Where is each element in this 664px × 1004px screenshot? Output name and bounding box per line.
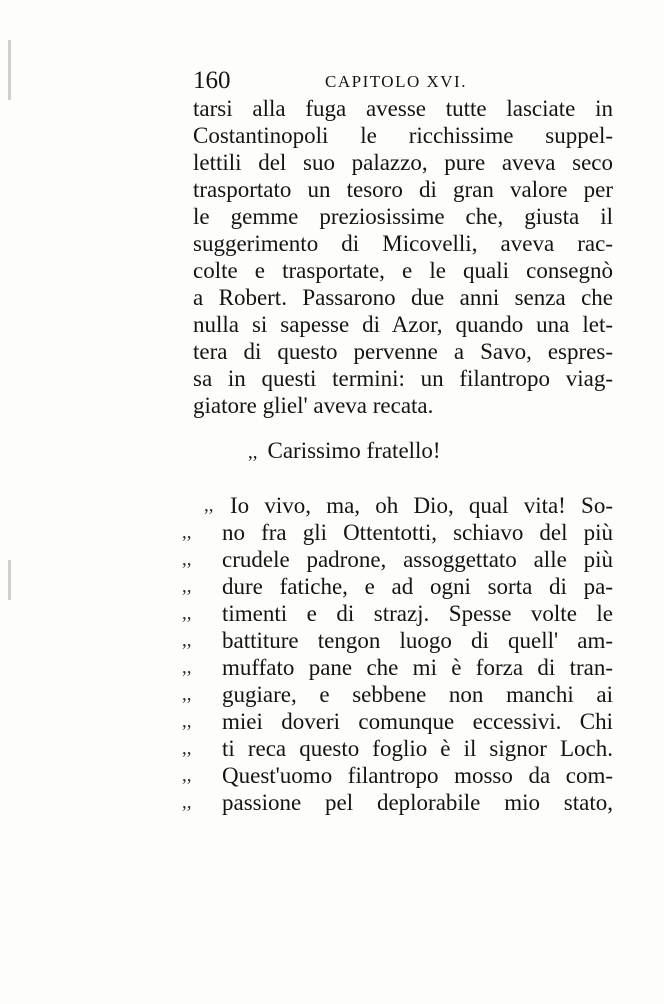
quote-mark: ,, [182, 576, 192, 597]
text-line: nulla si sapesse di Azor, quando una let- [193, 312, 613, 337]
quote-mark: ,, [182, 711, 192, 732]
text-line: tarsi alla fuga avesse tutte lasciate in [193, 96, 613, 121]
text-line: a Robert. Passarono due anni senza che [193, 285, 613, 310]
letter-line: Quest'uomo filantropo mosso da com- [222, 763, 613, 788]
quote-mark: ,, [182, 549, 192, 570]
text-line: tera di questo pervenne a Savo, espres- [193, 339, 613, 364]
text-line: giatore gliel' aveva recata. [193, 393, 434, 418]
letter-line: miei doveri comunque eccessivi. Chi [222, 709, 613, 734]
quote-mark: ,, [182, 657, 192, 678]
text-line: le gemme preziosissime che, giusta il [193, 204, 613, 229]
text-line: suggerimento di Micovelli, aveva rac- [193, 231, 613, 256]
quote-mark: ,, [182, 792, 192, 813]
letter-line: battiture tengon luogo di quell' am- [222, 628, 613, 653]
text-line: trasportato un tesoro di gran valore per [193, 177, 613, 202]
letter-line: crudele padrone, assoggettato alle più [222, 547, 613, 572]
letter-line: dure fatiche, e ad ogni sorta di pa- [222, 574, 613, 599]
quote-mark: ,, [182, 684, 192, 705]
letter-line: passione pel deplorabile mio stato, [222, 790, 613, 815]
page-header [193, 66, 613, 96]
page-edge-shadow [8, 40, 11, 100]
page-number: 160 [193, 67, 231, 94]
letter-line: ti reca questo foglio è il signor Loch. [222, 736, 613, 761]
letter-line: muffato pane che mi è forza di tran- [222, 655, 613, 680]
letter-salutation [248, 436, 441, 468]
quote-mark: ,, [182, 630, 192, 651]
text-line: sa in questi termini: un filantropo viag- [193, 366, 613, 391]
letter-line: Io vivo, ma, oh Dio, qual vita! So- [230, 493, 613, 518]
page-edge-shadow [8, 560, 11, 600]
salutation-text: Carissimo fratello! [267, 438, 441, 463]
quote-mark: ,, [182, 522, 192, 543]
running-head: CAPITOLO XVI. [325, 72, 467, 91]
quote-mark: ,, [182, 765, 192, 786]
letter-line: gugiare, e sebbene non manchi ai [222, 682, 613, 707]
text-line: Costantinopoli le ricchissime suppel- [193, 123, 613, 148]
quote-mark: ,, [182, 738, 192, 759]
quote-mark: ,, [248, 442, 258, 463]
letter-line: no fra gli Ottentotti, schiavo del più [222, 520, 613, 545]
quote-mark: ,, [204, 495, 214, 516]
text-line: lettili del suo palazzo, pure aveva seco [193, 150, 613, 175]
text-line: colte e trasportate, e le quali consegnò [193, 258, 613, 283]
letter-line: timenti e di strazj. Spesse volte le [222, 601, 613, 626]
quote-mark: ,, [182, 603, 192, 624]
